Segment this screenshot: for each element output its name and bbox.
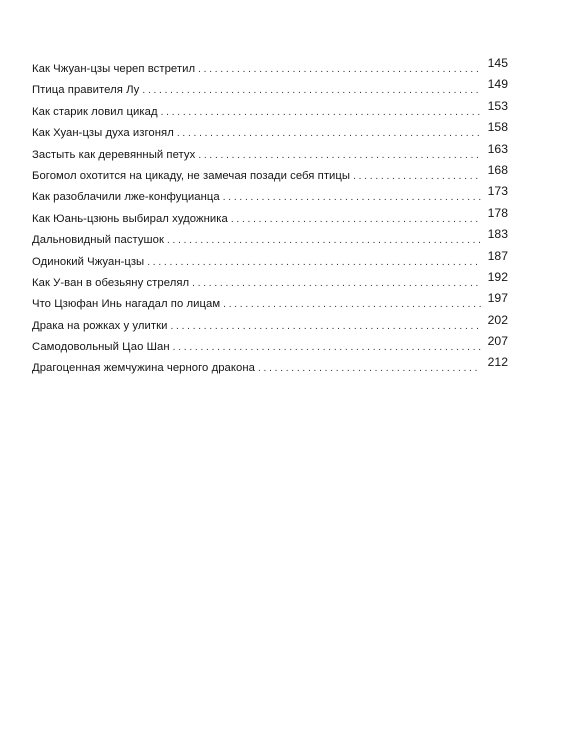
toc-entry <box>32 162 508 190</box>
dot-leader <box>192 279 481 289</box>
toc-entry <box>32 227 508 254</box>
toc-entry-title: Как Хуан-цзы духа изгонял <box>32 127 174 140</box>
toc-entry-title: Драка на рожках у улитки <box>32 319 168 332</box>
toc-entry-title: Что Цзюфан Инь нагадал по лицам <box>32 298 221 311</box>
toc-entry-title: Богомол охотится на цикаду, не замечая позади себя птицы <box>32 169 351 182</box>
toc-entry-title: Как Чжуан-цзы череп встретил <box>32 63 196 75</box>
toc-entry-title: Как У-ван в обезьяну стрелял <box>32 276 190 289</box>
toc-entry-page: 178 <box>487 205 508 220</box>
toc-entry <box>32 184 508 211</box>
toc-entry <box>32 334 508 361</box>
dot-leader <box>198 151 481 161</box>
toc-entry-title: Птица правителя Лу <box>32 84 140 97</box>
toc-entry <box>32 248 508 276</box>
dot-leader <box>231 215 481 225</box>
toc-entry <box>32 120 508 147</box>
toc-entry <box>32 141 508 169</box>
toc-entry <box>32 355 508 382</box>
dot-leader <box>173 343 481 353</box>
toc-entry-page: 153 <box>487 98 508 113</box>
toc-entry-title: Драгоценная жемчужина черного дракона <box>32 362 255 375</box>
toc-entry-page: 163 <box>487 141 508 156</box>
dot-leader <box>142 86 481 96</box>
toc-entry <box>32 269 508 297</box>
dot-leader <box>147 258 481 268</box>
toc-entry-page: 149 <box>487 77 508 92</box>
toc-entry <box>32 98 508 126</box>
toc-entry-title: Как Юань-цзюнь выбирал художника <box>32 212 228 225</box>
dot-leader <box>258 364 481 374</box>
toc-entry-title: Одинокий Чжуан-цзы <box>32 255 145 268</box>
dot-leader <box>353 172 481 182</box>
dot-leader <box>177 129 481 139</box>
toc-entry-title: Дальновидный пастушок <box>32 234 164 247</box>
toc-entry-page: 183 <box>487 227 508 242</box>
toc-entry-page: 187 <box>487 248 508 263</box>
toc-entry <box>32 205 508 233</box>
toc-entry <box>32 77 508 104</box>
toc-entry-page: 158 <box>487 120 508 135</box>
dot-leader <box>170 322 481 332</box>
toc-entry-page: 145 <box>487 56 508 70</box>
toc-entry-page: 202 <box>487 312 508 327</box>
toc-entry <box>32 291 508 318</box>
dot-leader <box>198 65 481 75</box>
toc-entry-page: 173 <box>487 184 508 199</box>
toc-entry-title: Застыть как деревянный петух <box>32 148 196 161</box>
toc-entry-page: 212 <box>487 355 508 370</box>
table-of-contents <box>32 56 508 383</box>
dot-leader <box>223 193 481 203</box>
dot-leader <box>167 236 481 246</box>
toc-entry-page: 168 <box>487 162 508 177</box>
toc-entry-title: Как старик ловил цикад <box>32 105 158 118</box>
dot-leader <box>223 300 481 310</box>
toc-entry-page: 192 <box>487 269 508 284</box>
toc-entry-page: 207 <box>487 334 508 349</box>
toc-entry-title: Как разоблачили лже-конфуцианца <box>32 191 220 204</box>
toc-entry-page: 197 <box>487 291 508 306</box>
toc-entry <box>32 56 508 83</box>
dot-leader <box>161 108 481 118</box>
toc-entry <box>32 312 508 340</box>
toc-entry-title: Самодовольный Цао Шан <box>32 341 170 354</box>
